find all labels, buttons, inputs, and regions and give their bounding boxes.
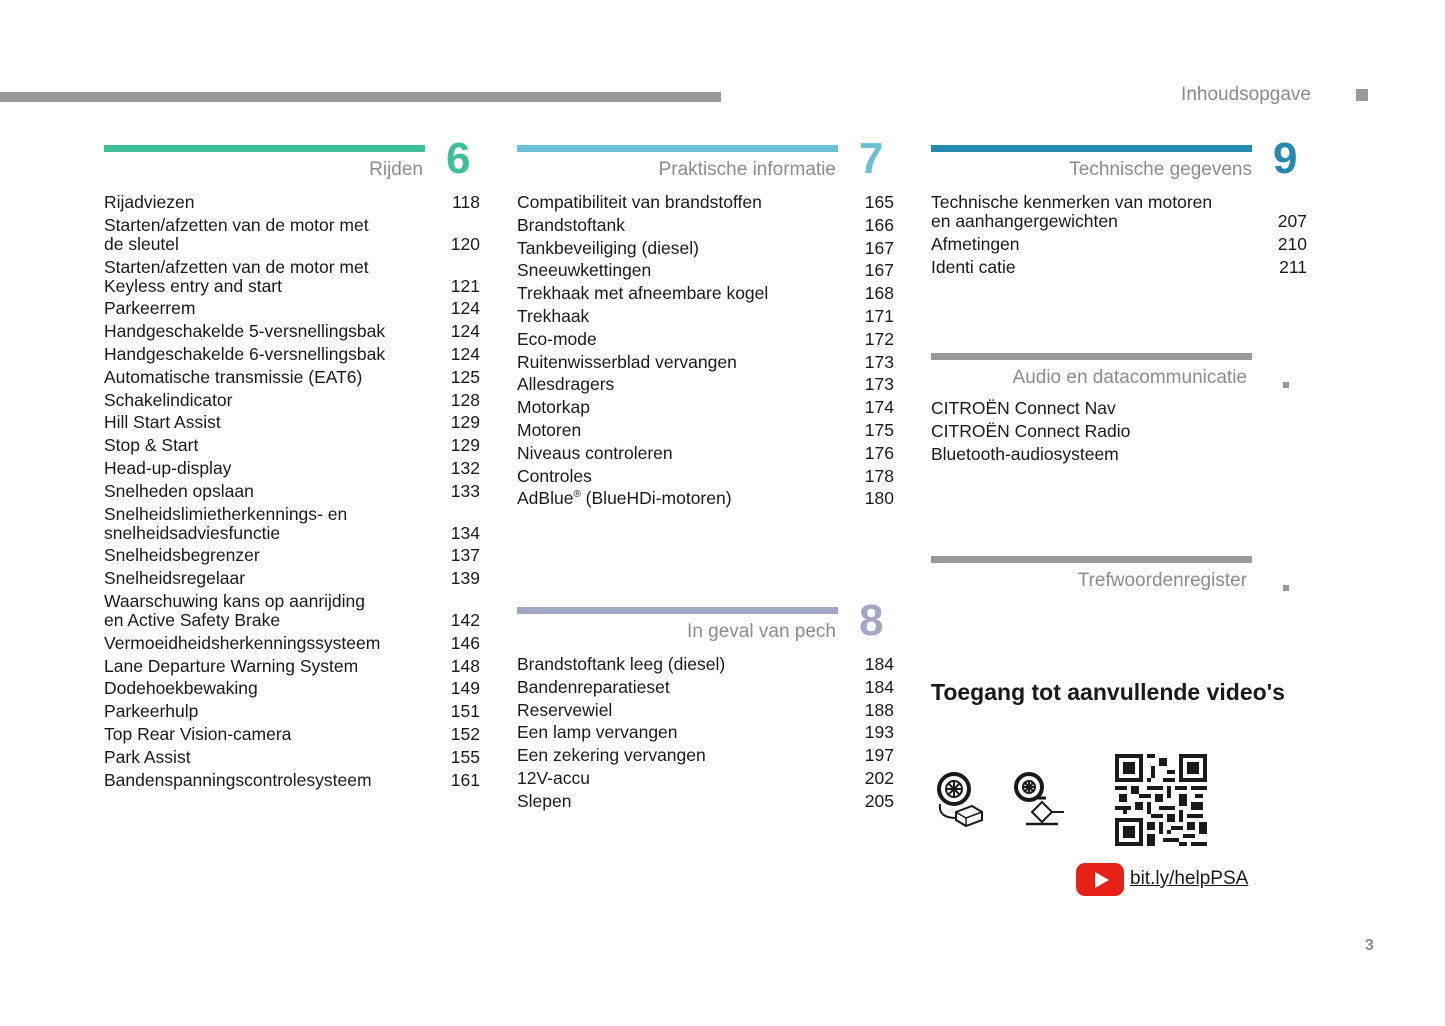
toc-entry-page: 178 <box>864 465 894 486</box>
toc-entry-page: 173 <box>864 374 894 395</box>
section-title: Trefwoordenregister <box>1077 570 1247 591</box>
section-dot <box>1283 585 1289 591</box>
toc-entry[interactable] <box>931 258 1307 277</box>
toc-entry-page: 168 <box>864 283 894 304</box>
toc-entry-label <box>517 489 732 508</box>
toc-entry[interactable] <box>104 322 480 341</box>
toc-entry[interactable] <box>104 702 480 721</box>
toc-entry[interactable] <box>517 375 894 394</box>
toc-entry[interactable] <box>517 261 894 280</box>
page-number: 3 <box>1365 937 1374 954</box>
toc-entry-label: Lane Departure Warning System <box>104 655 359 676</box>
toc-entry-label: Automatische transmissie (EAT6) <box>104 366 363 387</box>
toc-entry-page: 167 <box>864 260 894 281</box>
toc-entry[interactable] <box>104 413 480 432</box>
toc-entry[interactable] <box>931 193 1307 231</box>
toc-entry-label: Parkeerrem <box>104 298 196 319</box>
toc-entry-label: Handgeschakelde 5-versnellingsbak <box>104 321 386 342</box>
toc-entry[interactable] <box>104 505 480 543</box>
toc-entry-label: Eco-mode <box>517 328 597 349</box>
toc-entry-label: Hill Start Assist <box>104 412 221 433</box>
toc-entry[interactable] <box>517 792 894 811</box>
toc-entry-page: 171 <box>864 305 894 326</box>
toc-entry-page: 121 <box>450 275 480 296</box>
toc-entry-page: 174 <box>864 397 894 418</box>
toc-entry-label: Snelheidslimietherkennings- en snelheidsadviesfunctie <box>104 503 348 543</box>
toc-entry-page: 139 <box>450 568 480 589</box>
toc-entry-page: 148 <box>450 655 480 676</box>
toc-entry-label-part: (BlueHDi-motoren) <box>580 488 732 509</box>
toc-entry[interactable] <box>517 769 894 788</box>
section-title: Audio en datacommunicatie <box>1012 367 1247 388</box>
section-number: 9 <box>1273 134 1298 183</box>
toc-entry-page: 118 <box>452 192 480 212</box>
toc-entry[interactable] <box>517 330 894 349</box>
toc-entry-label: Identi catie <box>931 256 1016 277</box>
toc-entry-page: 173 <box>864 351 894 372</box>
toc-entry-label: Top Rear Vision-camera <box>104 723 292 744</box>
toc-entry-label: Waarschuwing kans op aanrijding en Active Safety Brake <box>104 590 366 630</box>
toc-entry-page: 197 <box>864 745 894 766</box>
toc-entry[interactable] <box>517 307 894 326</box>
toc-entry[interactable] <box>517 421 894 440</box>
toc-entry-label: Motoren <box>517 419 582 440</box>
toc-entry[interactable] <box>517 701 894 720</box>
toc-entry-page: 184 <box>864 676 894 697</box>
toc-entry-label: Niveaus controleren <box>517 442 673 463</box>
toc-entry-page: 142 <box>450 609 480 630</box>
toc-entry-page: 128 <box>450 389 480 410</box>
toc-entry[interactable] <box>104 216 480 254</box>
section-title: In geval van pech <box>687 621 836 642</box>
toc-entry-label: Vermoeidheidsherkenningssysteem <box>104 632 381 653</box>
toc-entry[interactable] <box>931 445 1307 464</box>
toc-entry-label: Snelheidsbegrenzer <box>104 545 260 566</box>
toc-entry[interactable] <box>931 235 1307 254</box>
toc-entry-label: Snelheden opslaan <box>104 480 254 501</box>
page-header-title: Inhoudsopgave <box>1181 84 1311 105</box>
toc-entry-label: Brandstoftank leeg (diesel) <box>517 654 726 674</box>
section-bar <box>104 145 425 152</box>
toc-entry-label: Reservewiel <box>517 699 613 720</box>
toc-entry-label: Bandenspanningscontrolesysteem <box>104 769 372 790</box>
youtube-icon[interactable] <box>1076 863 1124 896</box>
toc-entry-label: Parkeerhulp <box>104 701 199 722</box>
toc-entry-label: Brandstoftank <box>517 214 625 235</box>
toc-entry-label: Schakelindicator <box>104 389 233 410</box>
toc-entry[interactable] <box>517 284 894 303</box>
toc-entry[interactable] <box>517 723 894 742</box>
toc-entry[interactable] <box>517 746 894 765</box>
toc-entry-page: 207 <box>1277 211 1307 231</box>
help-link[interactable]: bit.ly/helpPSA <box>1130 868 1249 889</box>
tyre-repair-kit-icon <box>934 772 986 828</box>
toc-entry-label: Rijadviezen <box>104 192 195 212</box>
toc-entry-page: 129 <box>450 435 480 456</box>
toc-entry-label: CITROËN Connect Nav <box>931 398 1116 418</box>
header-square <box>1356 89 1368 101</box>
toc-entry-page: 172 <box>864 328 894 349</box>
toc-entry-label: Een zekering vervangen <box>517 745 706 766</box>
section-number: 8 <box>859 596 884 645</box>
toc-entry-page: 166 <box>864 214 894 235</box>
toc-entry[interactable] <box>104 657 480 676</box>
toc-entry-page: 161 <box>450 769 480 790</box>
toc-entry[interactable] <box>104 436 480 455</box>
toc-entry-page: 176 <box>864 442 894 463</box>
entry-list <box>931 193 1307 280</box>
toc-entry[interactable] <box>517 489 894 508</box>
toc-entry-page: 155 <box>450 746 480 767</box>
toc-entry[interactable] <box>517 353 894 372</box>
toc-entry-page: 125 <box>450 366 480 387</box>
toc-entry-label: Park Assist <box>104 746 191 767</box>
section-bar <box>931 353 1252 360</box>
qr-code-icon[interactable] <box>1115 754 1207 846</box>
toc-entry-label: Trekhaak met afneembare kogel <box>517 283 769 304</box>
toc-entry[interactable] <box>104 345 480 364</box>
toc-entry[interactable] <box>104 459 480 478</box>
toc-entry-label: Starten/afzetten van de motor met Keyless entry and start <box>104 256 369 296</box>
toc-entry-page: 193 <box>864 722 894 743</box>
toc-entry-label: Controles <box>517 465 592 486</box>
toc-entry[interactable] <box>104 299 480 318</box>
section-number: 7 <box>859 134 884 183</box>
entry-list <box>517 193 894 512</box>
toc-entry-label: Motorkap <box>517 397 590 418</box>
toc-entry[interactable] <box>931 422 1307 441</box>
section-title: Technische gegevens <box>1069 159 1252 180</box>
toc-entry-label: Bandenreparatieset <box>517 676 670 697</box>
section-title: Rijden <box>369 159 423 180</box>
section-bar <box>931 145 1252 152</box>
jack-wheel-change-icon <box>1012 772 1066 828</box>
toc-entry-label: Een lamp vervangen <box>517 722 678 743</box>
toc-entry[interactable] <box>104 546 480 565</box>
toc-entry-label-part: AdBlue <box>517 488 574 509</box>
toc-entry-page: 211 <box>1279 256 1307 277</box>
toc-entry[interactable] <box>104 482 480 501</box>
entry-list <box>517 655 894 815</box>
toc-entry-page: 124 <box>450 343 480 364</box>
toc-entry-page: 124 <box>450 321 480 342</box>
toc-entry-label: Afmetingen <box>931 233 1020 254</box>
section-number: 6 <box>446 134 471 183</box>
toc-entry[interactable] <box>517 678 894 697</box>
toc-entry-label: Trekhaak <box>517 305 590 326</box>
toc-entry-page: 132 <box>450 457 480 478</box>
toc-entry[interactable] <box>517 444 894 463</box>
toc-entry-page: 133 <box>450 480 480 501</box>
toc-entry-label: Head-up-display <box>104 457 232 478</box>
toc-entry-page: 146 <box>450 632 480 653</box>
toc-entry[interactable] <box>104 748 480 767</box>
registered-mark: ® <box>573 489 581 501</box>
toc-entry-label: Bluetooth-audiosysteem <box>931 443 1119 464</box>
section-bar <box>517 607 838 614</box>
section-bar <box>931 556 1252 563</box>
toc-entry[interactable] <box>104 193 480 212</box>
toc-entry-page: 188 <box>864 699 894 720</box>
toc-entry-page: 137 <box>450 545 480 566</box>
toc-entry-label: Ruitenwisserblad vervangen <box>517 351 737 372</box>
toc-entry-page: 202 <box>864 767 894 788</box>
toc-entry-label: Starten/afzetten van de motor met de sleutel <box>104 214 369 254</box>
toc-entry-page: 134 <box>450 522 480 543</box>
entry-list <box>931 399 1307 467</box>
toc-entry[interactable] <box>104 258 480 296</box>
toc-entry[interactable] <box>517 239 894 258</box>
toc-entry-label: CITROËN Connect Radio <box>931 420 1131 441</box>
toc-entry[interactable] <box>931 399 1307 418</box>
videos-title: Toegang tot aanvullende video's <box>931 679 1285 705</box>
toc-entry[interactable] <box>104 569 480 588</box>
toc-entry-label: Stop & Start <box>104 435 199 456</box>
toc-entry-label: 12V-accu <box>517 767 590 788</box>
toc-entry[interactable] <box>104 634 480 653</box>
toc-entry-page: 210 <box>1277 233 1307 254</box>
toc-entry-page: 205 <box>864 790 894 811</box>
toc-entry-page: 180 <box>864 488 894 509</box>
toc-entry-label: Compatibiliteit van brandstoffen <box>517 192 762 212</box>
section-title: Praktische informatie <box>658 159 836 180</box>
toc-entry-page: 120 <box>450 233 480 254</box>
toc-entry-label: Sneeuwkettingen <box>517 260 652 281</box>
toc-entry-label: Dodehoekbewaking <box>104 678 258 699</box>
entry-list <box>104 193 480 793</box>
toc-entry[interactable] <box>517 216 894 235</box>
toc-entry-label: Technische kenmerken van motoren en aanhangergewichten <box>931 192 1213 231</box>
toc-entry[interactable] <box>517 398 894 417</box>
toc-entry-page: 165 <box>864 192 894 212</box>
toc-entry-page: 149 <box>450 678 480 699</box>
toc-entry-page: 175 <box>864 419 894 440</box>
toc-entry-label: Slepen <box>517 790 572 811</box>
toc-entry-page: 167 <box>864 237 894 258</box>
toc-entry-page: 129 <box>450 412 480 433</box>
toc-entry[interactable] <box>517 655 894 674</box>
toc-entry[interactable] <box>104 391 480 410</box>
section-dot <box>1283 382 1289 388</box>
toc-entry-page: 184 <box>864 654 894 674</box>
toc-entry-label: Tankbeveiliging (diesel) <box>517 237 699 258</box>
toc-entry[interactable] <box>517 467 894 486</box>
toc-entry-page: 152 <box>450 723 480 744</box>
toc-entry[interactable] <box>104 771 480 790</box>
toc-entry[interactable] <box>104 679 480 698</box>
toc-entry-label: Snelheidsregelaar <box>104 568 246 589</box>
toc-entry-label: Allesdragers <box>517 374 615 395</box>
toc-entry[interactable] <box>104 725 480 744</box>
toc-entry-label: Handgeschakelde 6-versnellingsbak <box>104 343 386 364</box>
toc-entry-page: 151 <box>450 701 480 722</box>
section-bar <box>517 145 838 152</box>
toc-entry[interactable] <box>517 193 894 212</box>
top-bar <box>0 92 721 102</box>
toc-entry-page: 124 <box>450 298 480 319</box>
toc-entry[interactable] <box>104 592 480 630</box>
toc-entry[interactable] <box>104 368 480 387</box>
